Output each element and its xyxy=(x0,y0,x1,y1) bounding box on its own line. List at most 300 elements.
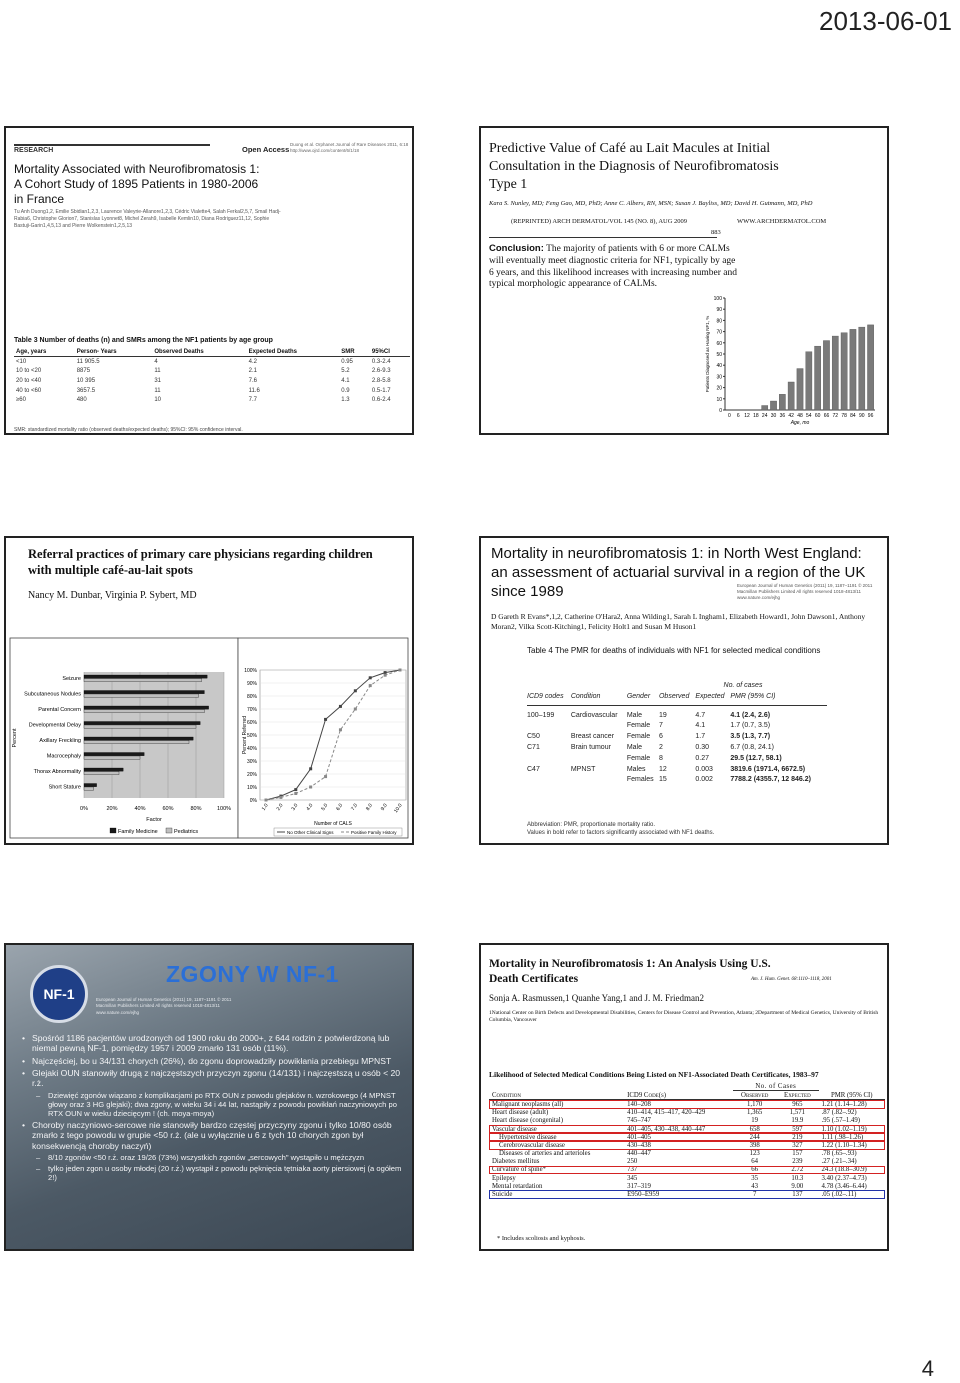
journal-citation: European Journal of Human Genetics (2011) 19, 1187–1191 © 2011 Macmillan Publishers Limited All rights reserved 1018-4813/11 www.nature.com/ejhg xyxy=(96,997,232,1015)
legend-swatch xyxy=(110,828,116,833)
y-tick-label: 30% xyxy=(246,759,257,765)
nf1-diagnosis-bar-chart xyxy=(703,292,887,434)
table-cell-condition: Diseases of arteries and arterioles xyxy=(499,1150,591,1158)
table-cell-expected: 597 xyxy=(792,1125,803,1133)
table-cell-expected: 219 xyxy=(792,1133,803,1141)
column-header: PMR (95% CI) xyxy=(730,692,776,700)
table-cell-cond xyxy=(571,753,627,764)
legend-label: Positive Family History xyxy=(351,830,397,835)
article-authors: Nancy M. Dunbar, Virginia P. Sybert, MD xyxy=(28,590,197,601)
table-cell-condition: Malignant neoplasms (all) xyxy=(492,1100,564,1108)
table-cell-icd: 250 xyxy=(627,1158,638,1166)
category-label: Parental Concern xyxy=(38,707,81,713)
bar xyxy=(84,675,207,678)
x-tick-label: 2.0 xyxy=(275,802,285,812)
table-cell-observed: 43 xyxy=(751,1182,759,1190)
column-header: ICD9 codes xyxy=(527,692,564,700)
table-header-row xyxy=(527,691,827,705)
table-cell: 0.3-2.4 xyxy=(371,358,391,365)
article-title: Referral practices of primary care physicians regarding children with multiple café-au-lait spots xyxy=(28,547,373,577)
slide-zgony-nf1 xyxy=(4,943,414,1251)
table-cell-observed: 35 xyxy=(751,1174,759,1182)
table-cell-pmr: 1.11 (.98–1.26) xyxy=(821,1133,864,1141)
article-authors: Sonja A. Rasmussen,1 Quanhe Yang,1 and J. M. Friedman2 xyxy=(489,993,704,1003)
table-cell-observed: 19 xyxy=(751,1117,759,1125)
table-cell-expected: 2.72 xyxy=(791,1166,804,1174)
column-header: Expected Deaths xyxy=(247,348,340,357)
table-cell-exp: 4.7 xyxy=(695,711,706,719)
table-cell: 20 to <40 xyxy=(16,377,42,384)
table-cell-cond: Brain tumour xyxy=(570,744,611,752)
x-axis-label: Age, mo xyxy=(790,420,810,426)
table-cell: 1.3 xyxy=(341,397,350,404)
bar xyxy=(815,346,821,410)
bar xyxy=(850,329,856,410)
bar xyxy=(84,768,123,771)
table-cell-pmr: .27 (.21–.34) xyxy=(821,1158,857,1166)
x-axis-label: Factor xyxy=(146,817,162,823)
y-tick-label: 40% xyxy=(246,746,257,752)
table-cell-expected: 239 xyxy=(792,1158,803,1166)
bar xyxy=(788,382,794,410)
table-cell-pmr: 3.40 (2.37–4.73) xyxy=(821,1174,867,1182)
table-cell: 480 xyxy=(76,397,87,404)
article-authors: Kara S. Nunley, MD; Feng Gao, MD, PhD; Anne C. Albers, RN, MSN; Susan J. Bayliss, MD; David H. Gutmann, MD, PhD xyxy=(489,200,813,207)
table-footnote xyxy=(527,821,857,838)
bar xyxy=(84,737,193,740)
table-cell-condition: Suicide xyxy=(492,1191,513,1199)
table-cell: 4 xyxy=(154,358,158,365)
bar xyxy=(859,327,865,410)
smr-table xyxy=(14,348,410,405)
column-header: Observed xyxy=(658,692,690,700)
x-tick-label: 30 xyxy=(770,413,777,419)
column-header: 95%CI xyxy=(370,348,410,357)
column-header: Gender xyxy=(626,692,651,700)
bar xyxy=(84,706,209,709)
table-cell-expected: 10.3 xyxy=(791,1174,804,1182)
table-cell-pmr: 1.22 (1.10–1.34) xyxy=(821,1141,867,1149)
y-tick-label: 90% xyxy=(246,681,257,687)
y-tick-label: 10 xyxy=(716,396,722,403)
data-point xyxy=(339,705,342,708)
table-cell-observed: 7 xyxy=(752,1191,757,1199)
x-tick-label: 20% xyxy=(106,806,118,812)
table-cell-pmr: 4.1 (2.4, 2.6) xyxy=(730,711,771,719)
x-tick-label: 48 xyxy=(797,413,803,419)
table-cell: 40 to <60 xyxy=(16,387,42,394)
data-point xyxy=(399,669,402,672)
x-tick-label: 100% xyxy=(216,806,232,812)
x-tick-label: 54 xyxy=(806,413,812,419)
table-row xyxy=(489,1100,885,1109)
table-cell-condition: Diabetes mellitus xyxy=(492,1158,540,1166)
x-axis-label: Number of CALS xyxy=(314,821,352,827)
reprint-citation: (REPRINTED) ARCH DERMATOL/VOL 145 (NO. 8), AUG 2009 xyxy=(511,218,688,225)
table-cell-cond xyxy=(571,774,627,785)
table-cell-icd: C71 xyxy=(527,744,540,752)
page-date: 2013-06-01 xyxy=(819,6,952,36)
table-cell-expected: 137 xyxy=(792,1191,803,1199)
table-footnote: * Includes scoliosis and kyphosis. xyxy=(497,1235,586,1242)
table-cell: 3657.5 xyxy=(76,387,96,394)
table-cell-gender: Female xyxy=(626,722,651,730)
bar xyxy=(806,352,812,410)
legend-label: No Other Clinical Signs xyxy=(287,830,334,835)
table-header-row xyxy=(489,1082,885,1091)
y-tick-label: 80% xyxy=(246,694,257,700)
data-point xyxy=(279,796,282,799)
page-number: 883 xyxy=(711,229,721,236)
table-cell-icd: 440–447 xyxy=(627,1150,651,1158)
journal-website: WWW.ARCHDERMATOL.COM xyxy=(737,218,827,225)
table-cell-obs: 19 xyxy=(658,711,667,719)
table-cell: 11.6 xyxy=(248,387,260,394)
table-cell-condition: Cerebrovascular disease xyxy=(499,1141,565,1149)
table-cell-icd: 430–438 xyxy=(627,1141,651,1149)
article-title: Mortality Associated with Neurofibromatosis 1: A Cohort Study of 1895 Patients in 1980-2006 in France xyxy=(14,162,260,206)
bar xyxy=(84,710,204,713)
bar xyxy=(762,406,768,410)
bullet-item: • Spośród 1186 pacjentów urodzonych od 1900 roku do 2000+, z 644 rodzin z potwierdzoną lub niemal pewną NF-1, pomiędzy 1957 i 2009 zmarło 131 osób (11%). xyxy=(22,1033,408,1054)
table-row xyxy=(14,367,410,377)
column-header: Expected xyxy=(695,692,725,700)
bar xyxy=(823,341,829,410)
table-row xyxy=(489,1174,885,1182)
table-cell: 2.6-9.3 xyxy=(371,368,391,375)
table-cell: 0.9 xyxy=(341,387,350,394)
data-point xyxy=(309,786,312,789)
bar xyxy=(84,787,94,790)
table-cell: 7.7 xyxy=(248,397,257,404)
table-row xyxy=(489,1133,885,1141)
article-title: Mortality in neurofibromatosis 1: in North West England: an assessment of actuarial survival in a region of the UK since 1989 xyxy=(491,545,866,601)
conditions-table xyxy=(489,1082,885,1199)
data-point xyxy=(309,767,312,770)
bar xyxy=(867,325,873,410)
y-axis-label: Percent xyxy=(12,728,18,748)
x-tick-label: 66 xyxy=(823,413,830,419)
table-row xyxy=(489,1117,885,1125)
table-cell-obs: 2 xyxy=(658,744,663,752)
table-cell: ≥60 xyxy=(16,397,26,404)
column-header: Observed xyxy=(741,1091,769,1099)
data-point xyxy=(369,684,372,687)
footnote-bold: Values in bold refer to factors significantly associated with NF1 deaths. xyxy=(527,830,715,837)
bar xyxy=(841,333,847,410)
table-cell-observed: 66 xyxy=(751,1166,759,1174)
table-caption: Likelihood of Selected Medical Conditions Being Listed on NF1-Associated Death Certificates, 1983–97 xyxy=(489,1070,819,1079)
table-cell-exp: 1.7 xyxy=(695,733,706,741)
y-tick-label: 60% xyxy=(246,720,257,726)
table-cell-pmr: 1.21 (1.14–1.28) xyxy=(821,1100,867,1108)
table-cell-condition: Curvature of spine* xyxy=(492,1166,546,1174)
table-cell-obs: 15 xyxy=(658,776,667,784)
table-cell-expected: 965 xyxy=(792,1100,803,1108)
table-cell-cond: Breast cancer xyxy=(570,733,615,741)
table-row xyxy=(527,721,827,732)
table-cell-obs: 12 xyxy=(658,765,667,773)
x-tick-label: 18 xyxy=(753,413,759,419)
bar xyxy=(84,725,196,728)
table-cell-exp: 0.30 xyxy=(695,744,709,752)
table-cell-observed: 64 xyxy=(751,1158,759,1166)
table-cell: 10 to <20 xyxy=(16,368,42,375)
bar xyxy=(84,741,189,744)
table-cell: 4.2 xyxy=(248,358,257,365)
x-tick-label: 96 xyxy=(867,413,874,419)
x-tick-label: 36 xyxy=(779,413,786,419)
table-cell: 5.2 xyxy=(341,368,350,375)
y-tick-label: 60 xyxy=(716,340,722,347)
data-point xyxy=(354,689,357,692)
table-cell: 2.8-5.8 xyxy=(371,377,391,384)
column-header: Condition xyxy=(492,1091,521,1099)
table-cell-pmr: 24.3 (18.8–30.9) xyxy=(821,1166,867,1174)
table-row xyxy=(489,1150,885,1158)
table-cell: 2.1 xyxy=(248,368,257,375)
table-cell-icd: E950–E959 xyxy=(627,1191,660,1199)
bullet-item: – tylko jeden zgon u osoby młodej (20 r.ż.) wystąpił z powodu pęknięcia tętniaka aorty piersiowej (a ogółem 2!) xyxy=(22,1164,408,1182)
article-authors: D Gareth R Evans*,1,2, Catherine O'Hara2, Anna Wilding1, Sarah L Ingham1, Elizabeth Howard1, John Dawson1, Anthony Moran2, Vilka Scott-Kitching1, Felicity Holt1 and Susan M Huson1 xyxy=(491,612,866,632)
y-tick-label: 100% xyxy=(244,668,257,674)
legend-label: Pediatrics xyxy=(174,829,199,835)
table-row xyxy=(527,731,827,742)
table-cell-expected: 19.9 xyxy=(791,1117,804,1125)
article-title: Mortality in Neurofibromatosis 1: An Analysis Using U.S. Death Certificates xyxy=(489,958,771,985)
y-tick-label: 50 xyxy=(716,352,722,358)
table-cell-pmr: .87 (.82–.92) xyxy=(821,1109,857,1117)
table-row xyxy=(14,386,410,396)
table-cell: 11 905.5 xyxy=(76,358,100,365)
table-cell-condition: Mental retardation xyxy=(492,1182,543,1190)
no-of-cases-header: No. of cases xyxy=(723,681,763,689)
table-row xyxy=(527,753,827,764)
table-cell-exp: 0.003 xyxy=(695,765,713,773)
table-cell-icd: 317–319 xyxy=(627,1182,651,1190)
legend-swatch xyxy=(166,828,172,833)
x-tick-label: 60% xyxy=(162,806,174,812)
open-access-label: Open Access xyxy=(242,145,290,154)
table-row xyxy=(527,742,827,753)
table-row xyxy=(489,1190,885,1198)
table-caption: Table 4 The PMR for deaths of individuals with NF1 for selected medical conditions xyxy=(527,646,821,655)
x-tick-label: 5.0 xyxy=(320,802,330,812)
table-cell-icd: 745–747 xyxy=(627,1117,651,1125)
y-tick-label: 70 xyxy=(716,329,722,336)
slide-title: ZGONY W NF-1 xyxy=(166,961,339,987)
x-tick-label: 24 xyxy=(761,413,768,419)
y-tick-label: 80 xyxy=(716,318,722,325)
table-cell-pmr: 1.7 (0.7, 3.5) xyxy=(730,722,771,730)
table-cell-pmr: .78 (.65–.93) xyxy=(821,1150,857,1158)
table-cell-gender: Females xyxy=(626,776,654,784)
category-label: Subcutaneous Nodules xyxy=(24,691,81,698)
table-cell-observed: 123 xyxy=(749,1150,760,1158)
page-number: 4 xyxy=(921,1356,934,1381)
table-cell-expected: 1,571 xyxy=(789,1109,806,1117)
y-tick-label: 40 xyxy=(716,363,722,370)
bar xyxy=(84,756,140,759)
footnote-abbreviation: Abbreviation: PMR, proportionate mortality ratio. xyxy=(527,822,656,828)
data-point xyxy=(354,708,357,711)
bar xyxy=(84,694,199,697)
y-tick-label: 0% xyxy=(249,798,257,804)
data-point xyxy=(324,718,327,721)
category-label: Short Stature xyxy=(48,784,81,791)
table-cell-icd: 401–405 xyxy=(627,1133,651,1141)
table-cell-observed: 398 xyxy=(749,1141,760,1149)
column-header: Condition xyxy=(570,692,601,700)
bar xyxy=(84,784,97,787)
table-cell-pmr: .05 (.02–.11) xyxy=(821,1191,857,1199)
journal-citation: Am. J. Hum. Genet. 68:1110–1118, 2001 xyxy=(751,977,832,982)
table-cell-condition: Hypertensive disease xyxy=(499,1133,557,1141)
table-row xyxy=(489,1141,885,1149)
table-cell-obs: 6 xyxy=(658,733,663,741)
table-row xyxy=(527,705,827,720)
table-cell-condition: Heart disease (adult) xyxy=(492,1109,549,1117)
referral-charts xyxy=(6,538,412,843)
table-cell-icd: 401–405, 430–438, 440–447 xyxy=(627,1125,706,1133)
table-cell: 10 395 xyxy=(76,377,96,384)
conclusion-text: The majority of patients with 6 or more CALMs will eventually meet diagnostic criteria for NF1, typically by age 6 years, and this likelihood increases with increasing number and typical morphologic appearance of CALMs. xyxy=(489,244,737,290)
y-tick-label: 90 xyxy=(716,307,722,314)
x-tick-label: 72 xyxy=(832,413,839,419)
nf1-logo: NF-1 xyxy=(30,965,88,1023)
article-title: Predictive Value of Café au Lait Macules at Initial Consultation in the Diagnosis of Neurofibromatosis Type 1 xyxy=(489,141,779,192)
table-cell-gender: Female xyxy=(626,754,651,762)
table-cell-icd: 345 xyxy=(627,1174,638,1182)
category-label: Developmental Delay xyxy=(28,722,81,729)
y-tick-label: 50% xyxy=(246,733,257,739)
table-cell-icd: C50 xyxy=(527,733,540,741)
table-cell-condition: Epilepsy xyxy=(492,1174,516,1182)
table-cell-observed: 1,170 xyxy=(747,1100,763,1108)
column-header: Person- Years xyxy=(75,348,153,357)
x-tick-label: 40% xyxy=(134,806,146,812)
bullet-list xyxy=(22,1033,408,1184)
article-affiliation: 1National Center on Birth Defects and Developmental Disabilities, Centers for Disease Control and Prevention, Atlanta; 2Department of Medical Genetics, University of British Columbia, Vancouver xyxy=(489,1010,879,1024)
table-footnote: SMR: standardized mortality ratio (observed deaths/expected deaths); 95%CI: 95% confidence interval. xyxy=(14,427,243,433)
table-row xyxy=(14,357,410,367)
category-label: Thorax Abnormality xyxy=(33,769,81,775)
bullet-item: • Glejaki OUN stanowiły drugą z najczęstszych przyczyn zgonu (14/131) i najczęstszą u osób < 20 r.ż. xyxy=(22,1068,408,1089)
category-label: Seizure xyxy=(62,676,81,682)
table-cell-gender: Male xyxy=(626,744,642,752)
x-tick-label: 78 xyxy=(841,413,847,419)
column-header: Expected xyxy=(784,1091,811,1099)
table-cell-cond xyxy=(571,721,627,732)
table-cell-icd: 737 xyxy=(627,1166,638,1174)
table-cell-exp: 4.1 xyxy=(695,722,706,730)
x-tick-label: 6.0 xyxy=(335,802,345,812)
column-header: PMR (95% CI) xyxy=(830,1091,873,1099)
bar xyxy=(797,369,803,410)
table-cell-obs: 7 xyxy=(658,722,663,730)
data-point xyxy=(384,674,387,677)
table-cell-observed: 244 xyxy=(749,1133,760,1141)
x-tick-label: 0% xyxy=(80,806,88,812)
x-tick-label: 3.0 xyxy=(290,802,300,812)
table-cell: 0.95 xyxy=(341,358,353,365)
table-cell-pmr: 3.5 (1.3, 7.7) xyxy=(730,733,771,741)
bar xyxy=(84,679,202,682)
x-tick-label: 80% xyxy=(190,806,202,812)
table-cell-pmr: 3819.6 (1971.4, 6672.5) xyxy=(730,765,806,773)
x-tick-label: 6 xyxy=(736,413,740,419)
table-row xyxy=(14,376,410,386)
table-cell-pmr: .95 (.57–1.49) xyxy=(821,1117,861,1125)
divider xyxy=(489,237,717,238)
table-cell: 0.6-2.4 xyxy=(371,397,391,404)
data-point xyxy=(294,792,297,795)
y-tick-label: 0 xyxy=(719,408,722,414)
column-header: SMR xyxy=(339,348,370,357)
x-tick-label: 7.0 xyxy=(350,802,359,812)
table-cell-expected: 157 xyxy=(792,1150,803,1158)
slide-us-death-certificates xyxy=(479,943,889,1251)
bullet-item: – Dziewięć zgonów wiązano z komplikacjami po RTX OUN z powodu glejaków n. wzrokowego (4 MPNST głowy oraz 3 HG glejaki); dwa zgony, w wieku 34 i 44 lat, nastąpiły z powodu powikłań naczyniowych po RTX OUN w wieku dziecięcym ! (ch. moya-moya) xyxy=(22,1091,408,1118)
journal-citation: European Journal of Human Genetics (2011) 19, 1187–1191 © 2011 Macmillan Publishers Limited All rights reserved 1018-4813/11 www.nature.com/ejhg xyxy=(737,583,873,601)
bar xyxy=(84,691,204,694)
x-tick-label: 42 xyxy=(788,413,794,419)
legend-label: Family Medicine xyxy=(118,829,158,835)
table-row xyxy=(527,774,827,785)
y-tick-label: 30 xyxy=(716,374,722,381)
x-tick-label: 0 xyxy=(728,413,731,419)
x-tick-label: 90 xyxy=(858,413,865,419)
article-authors: Tu Anh Duong1,2, Emilie Sbidian1,2,3, Laurence Valeyrie-Allanore1,2,3, Cédric Vialette4, Salah Ferkal2,5,7, Smail Hadj-Rabia6, Christophe Glorion7, Stanislas Lyonnet8, Michel Zerah9, Isabelle Kemlin10, Diana Rodriguez11,12, Sophie Bastuji-Garin1,4,5,13 and Pierre Wolkenstein1,2,5,13 xyxy=(14,209,281,229)
table-row xyxy=(489,1158,885,1166)
y-tick-label: 10% xyxy=(246,785,257,791)
bullet-item: – 8/10 zgonów <50 r.ż. oraz 19/26 (73%) wszystkich zgonów „sercowych" wystąpiło u mężczyzn xyxy=(22,1153,408,1162)
table-cell: 0.5-1.7 xyxy=(371,387,391,394)
column-header: ICD9 Code(s) xyxy=(627,1091,667,1099)
table-cell-pmr: 4.78 (3.46–6.44) xyxy=(821,1182,867,1190)
y-tick-label: 100 xyxy=(713,296,722,302)
slide-calm-predictive xyxy=(479,126,889,435)
data-point xyxy=(384,671,387,674)
data-point xyxy=(324,775,327,778)
slide-duong-cohort xyxy=(4,126,414,435)
data-point xyxy=(369,676,372,679)
bullet-item: • Choroby naczyniowo-sercowe nie stanowiły bardzo częstej przyczyny zgonu i tylko 10/80 osób zmarło z tego powodu w grupie <50 r.ż. (ale u wyłącznie u 6 z tych 10 chorych zgon był konsekwencją choroby naczyń) xyxy=(22,1120,408,1151)
slide-referral-practices xyxy=(4,536,414,845)
x-tick-label: 9.0 xyxy=(379,802,389,812)
bar xyxy=(84,753,144,756)
category-label: Macrocephaly xyxy=(46,753,81,760)
table-cell-icd: 140–208 xyxy=(627,1100,651,1108)
table-row xyxy=(527,764,827,775)
table-cell-icd: C47 xyxy=(527,765,540,773)
bar xyxy=(779,394,785,410)
table-cell: <10 xyxy=(16,358,27,365)
table-cell: 11 xyxy=(154,368,161,375)
table-cell-expected: 9.00 xyxy=(791,1182,804,1190)
table-cell-cond: Cardiovascular xyxy=(570,711,618,719)
bar xyxy=(84,722,200,725)
journal-citation: Duong et al. Orphanet Journal of Rare Diseases 2011, 6:18 http://www.ojrd.com/content/6/1/18 xyxy=(290,142,409,154)
table-cell-observed: 1,365 xyxy=(747,1109,763,1117)
column-header: Age, years xyxy=(14,348,75,357)
table-header-row xyxy=(527,680,827,691)
research-label: RESEARCH xyxy=(14,144,210,154)
data-point xyxy=(339,728,342,731)
y-axis-label: Patients Diagnosed as Having NF1, % xyxy=(705,315,710,393)
table-cell-icd: 410–414, 415–417, 420–429 xyxy=(627,1109,706,1117)
table-cell-icd: 100–199 xyxy=(527,711,555,719)
